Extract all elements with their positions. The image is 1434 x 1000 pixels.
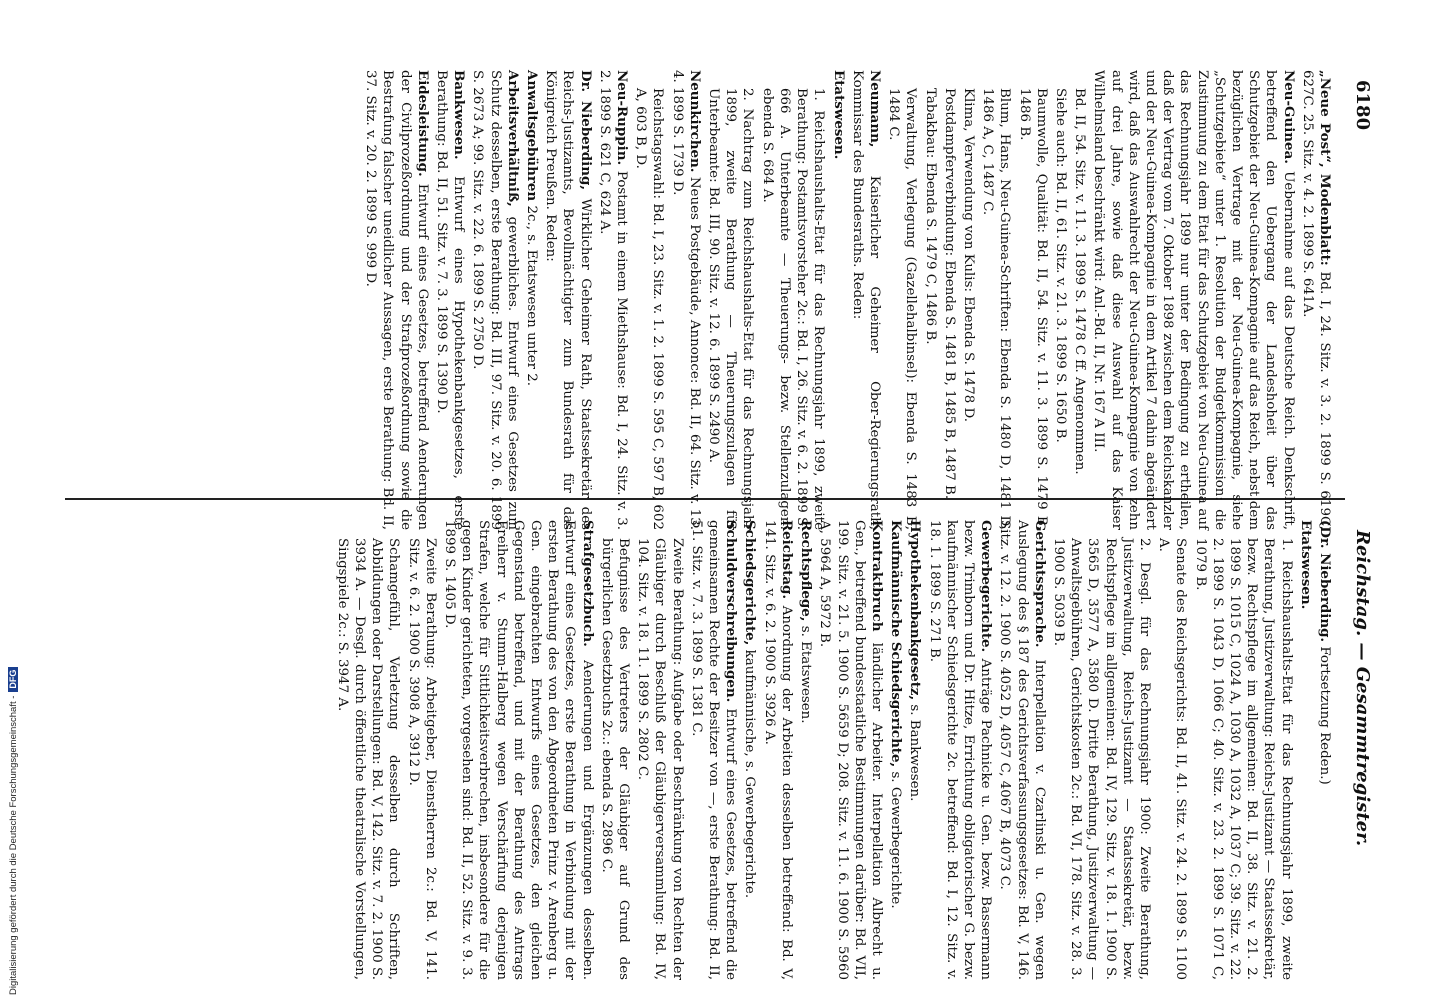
entry-text: Anträge Pachnicke u. Gen. bezw. Bassermann bezw. Trimborn und Dr. Hitze, Errichtung obligatorischer G. bezw. kaufmännischer Schiedsgerichte 2c. betreffend: Bd. I, 12. Sitz. v. 18. 1. 1899 S. 271 B.: [926, 520, 994, 981]
entry-text: Klima, Verwendung von Kulis: Ebenda S. 1478 D.: [960, 88, 976, 422]
index-entry: [668, 70, 702, 530]
entry-text: Fortsetzung Reden.): [1317, 646, 1332, 785]
entry-text: kaufmännische, s. Gewerbegerichte.: [742, 649, 758, 899]
entry-term: Schiedsgerichte,: [742, 520, 759, 646]
index-entry: [433, 70, 467, 530]
index-entry: [925, 520, 994, 980]
entry-term: Anwaltsgebühren: [524, 70, 541, 202]
entry-text: Siehe auch: Bd. II, 61. Sitz. v. 21. 3. 1899 S. 1650 B.: [1052, 88, 1068, 443]
index-entry: [829, 70, 846, 530]
entry-text: Anordnung der Arbeiten desselben betreffend: Bd. V, 141. Sitz. v. 6. 2. 1900 S. 3926 A.: [761, 520, 794, 980]
entry-term: Arbeitsverhältniß,: [504, 70, 521, 207]
entry-text: Uebernahme auf das Deutsche Reich. Denkschrift, betreffend den Uebergang der Landeshoheit über das Schutzgebiet der Neu-Guinea-Kompagnie auf das Reich, nebst dem bezüglichen Vertrage mit der Neu-Guinea-Kompagnie, siehe „Schutzgebiete“ unter 1. Resolution der Budgetkommission: die Zustimmung zu dem Etat für das Schutzgebiet von Neu-Guinea auf das Rechnungsjahr 1899 nur unter der Bedingung zu ertheilen, daß der Vertrag vom 7. Oktober 1898 zwischen dem Reichskanzler und der Neu-Guinea-Kompagnie in dem Artikel 7 dahin abgeändert wird, daß das Auswahlrecht der Neu-Guinea-Kompagnie von zehn auf drei Jahre, sowie daß diese Auswahl auf das Kaiser Wilhelmsland beschränkt wird: Anl.-Bd. II, Nr. 167 A III.: [1091, 70, 1296, 530]
index-entry: [960, 70, 977, 530]
entry-term: Hypothekenbankgesetz,: [907, 520, 924, 701]
entry-term: Neu-Guinea.: [1280, 70, 1297, 164]
entry-text: Postdampferverbindung: Ebenda S. 1481 B, 1485 B, 1487 B.: [941, 88, 957, 500]
index-entry: [404, 520, 438, 980]
entry-text: Entwurf eines Hypothekenbankgesetzes, erste Berathung: Bd. II, 51. Sitz. v. 7. 3. 1899 S. 1390 D.: [434, 70, 467, 530]
entry-text: Schamgefühl, Verletzung desselben durch Schriften, Abbildungen oder Darstellungen: Bd. V, 142. Sitz. v. 7. 2. 1900 S. 3934 A. — Desgl. durch öffentliche theatralische Vorstellungen, Singspiele 2c.: S. 3947 A.: [334, 538, 402, 980]
entry-text: Bd. I, 24. Sitz. v. 3. 2. 1899 S. 619C, 627C. 25. Sitz. v. 4. 2. 1899 S. 641A.: [1299, 70, 1332, 530]
credit-text: Digitalisierung gefördert durch die Deutsche Forschungsgemeinschaft -: [8, 695, 19, 995]
index-entry: [921, 70, 938, 530]
entry-term: Reichstag.: [778, 520, 795, 600]
entry-text: Blum, Hans, Neu-Guinea-Schriften: Ebenda S. 1480 D, 1481 D, 1486 A, C, 1487 C.: [980, 88, 1013, 530]
entry-text: Senate des Reichsgerichts: Bd. II, 41. Sitz. v. 24. 2. 1899 S. 1100 A.: [1156, 538, 1189, 980]
entry-term: Eidesleistung.: [414, 70, 431, 177]
entry-text: Neues Postgebäude, Annonce: Bd. II, 64. Sitz. v. 13. 4. 1899 S. 1739 D.: [669, 70, 702, 530]
index-entry: [362, 70, 431, 530]
index-entry: [634, 520, 686, 980]
entry-term: Kaufmännische Schiedsgerichte,: [888, 520, 905, 768]
index-entry: [705, 70, 757, 530]
entry-term: Gerichtssprache.: [1031, 520, 1048, 648]
index-entry: [906, 520, 923, 980]
entry-text: s. Bankwesen.: [907, 704, 923, 802]
index-entry: [469, 70, 521, 530]
index-entry: [1299, 70, 1333, 530]
entry-text: Befugnisse des Vertreters der Gläubiger auf Grund des bürgerlichen Gesetzbuchs 2c.: ebenda S. 2896 C.: [598, 538, 632, 980]
entry-text: 2. Desgl. für das Rechnungsjahr 1900: Zweite Berathung, Justizverwaltung, Reichs-Justizamt — Staatssekretär, bezw. Rechtspflege im allgemeinen: Bd. IV, 129. Sitz. v. 18. 1. 1900 S. 3565 D, 3577 A, 3580 D. Dritte Berathung, Justizverwaltung — Anwaltsgebühren, Gerichtskosten 2c.: Bd. VI, 178. Sitz. v. 28. 3. 1900 S. 5039 B.: [1050, 538, 1152, 980]
entry-term: Rechtspflege,: [798, 520, 815, 622]
index-entry: [542, 70, 594, 530]
index-entry: [688, 520, 740, 980]
entry-text: s. Gewerbegerichte.: [888, 771, 904, 909]
entry-term: Neu-Ruppin.: [614, 70, 631, 166]
entry-term: Neunkirchen.: [686, 70, 703, 173]
entry-text: gewerbliches. Entwurf eines Gesetzes zum Schutz desselben, erste Berathung: Bd. III, 97. Sitz. v. 20. 6. 1899 S. 2673 A; 99. Sitz. v. 22. 6. 1899 S. 2750 D.: [470, 70, 520, 530]
index-entry: [598, 520, 632, 980]
index-entry: [1191, 520, 1294, 980]
entry-term: Dr. Nieberding,: [577, 70, 594, 190]
entry-text: Entwurf eines Gesetzes, betreffend die gemeinsamen Rechte der Besitzer von —, erste Berathung: Bd. II, 51. Sitz. v. 7. 3. 1899 S. 1381 C.: [688, 520, 739, 980]
entry-term: Neumann,: [866, 70, 883, 148]
entry-term: Gewerbegerichte.: [978, 520, 995, 653]
entry-term: Kontraktbruch: [868, 520, 885, 632]
entry-term: Bankwesen.: [451, 70, 468, 160]
index-entry: [797, 520, 814, 980]
index-entry: [887, 520, 904, 980]
entry-text: ländlicher Arbeiter. Interpellation Albrecht u. Gen., betreffend bundesstaatliche Bestimmungen darüber: Bd. VII, 199. Sitz. v. 21. 5. 1900 S. 5659 D; 208. Sitz. v. 11. 6. 1900 S. 5960 A, 5964 A, 5972 B.: [817, 520, 884, 980]
left-column: [360, 70, 1333, 530]
index-entry: [761, 520, 795, 980]
entry-text: Kaiserlicher Geheimer Ober-Regierungsrath, Kommissar des Bundesraths. Reden:: [849, 70, 882, 530]
index-entry: [441, 520, 596, 980]
digitization-credit: [0, 0, 19, 1000]
index-entry: [334, 520, 403, 980]
entry-text: Zweite Berathung: Arbeitgeber, Dienstherren 2c.: Bd. V, 141. Sitz. v. 6. 2. 1900 S. 3908 A, 3912 D.: [405, 538, 438, 980]
dfg-logo: DFG: [8, 667, 18, 692]
page-header: [1343, 20, 1377, 980]
index-entry: [996, 520, 1048, 980]
index-entry: [849, 70, 883, 530]
index-entry: [741, 520, 758, 980]
index-entry: [1090, 70, 1296, 530]
entry-text: Aenderungen und Ergänzungen desselben. Entwurf eines Gesetzes, erste Berathung in Verbindung mit der ersten Berathung des von den Abgeordneten Prinz v. Arenberg u. Gen. eingebrachten Entwurfs eines Gesetzes, den gleichen Gegenstand betreffend, und mit der Berathung des Antrags Freiherr v. Stumm-Halberg wegen Verschärfung derjenigen Strafen, welche für Sittlichkeitsverbrechen, insbesondere für die gegen Kinder gerichteten, vorgesehen sind: Bd. II, 52. Sitz. v. 9. 3. 1899 S. 1405 D.: [442, 520, 595, 980]
entry-text: Zweite Berathung: Aufgabe oder Beschränkung von Rechten der Gläubiger durch Beschluß der Gläubigerversammlung: Bd. IV, 104. Sitz. v. 18. 11. 1899 S. 2802 C.: [635, 538, 685, 980]
index-entry: [1316, 520, 1333, 980]
index-entry: [941, 70, 958, 530]
entry-term: (Dr. Nieberding.: [1317, 520, 1333, 643]
index-entry: [816, 520, 885, 980]
entry-text: Verwaltung, Verlegung (Gazellehalbinsel): Ebenda S. 1483 B, 1484 C.: [886, 88, 919, 530]
entry-text: Reichstagswahl: Bd. I, 23. Sitz. v. 1. 2. 1899 S. 595 C, 597 B, 602 A, 603 B, D.: [633, 88, 666, 530]
entry-text: Postamt in einem Miethshause: Bd. I, 24. Sitz. v. 3. 2. 1899 S. 621 C, 624 A.: [596, 70, 630, 530]
entry-text: 2c., s. Etatswesen unter 2.: [524, 205, 540, 387]
index-entry: [1071, 70, 1088, 530]
entry-term: Etatswesen.: [1297, 520, 1314, 610]
index-entry: [885, 70, 919, 530]
index-page: [45, 0, 1385, 1000]
entry-text: 1. Reichshaushalts-Etat für das Rechnungsjahr 1899, zweite Berathung, Justizverwaltung: Reichs-Justizamt — Staatssekretär, bezw. Rechtspflege im allgemeinen: Bd. II, 38. Sitz. v. 21. 2. 1899 S. 1015 C, 1024 A, 1030 A, 1032 A, 1037 C; 39. Sitz. v. 22. 2. 1899 S. 1043 D, 1066 C; 40. Sitz. v. 23. 2. 1899 S. 1071 C, 1079 B.: [1192, 538, 1294, 980]
entry-text: 2. Nachtrag zum Reichshaushalts-Etat für das Rechnungsjahr 1899, zweite Berathung — Theuerungszulagen für Unterbeamte: Bd. III, 90. Sitz. v. 12. 6. 1899 S. 2490 A.: [706, 88, 756, 530]
entry-text: Entwurf eines Gesetzes, betreffend Aenderungen der Civilprozeßordnung und der Strafprozeßordnung sowie die Bestrafung falscher uneidlicher Aussagen, erste Berathung: Bd. II, 37. Sitz. v. 20. 2. 1899 S. 999 D.: [363, 70, 430, 530]
entry-text: s. Etatswesen.: [798, 625, 814, 724]
entry-term: „Neue Post“, Modenblatt:: [1317, 70, 1333, 266]
entry-text: Tabakbau: Ebenda S. 1479 C, 1486 B.: [922, 88, 938, 345]
index-entry: [1050, 520, 1153, 980]
index-entry: [979, 70, 1013, 530]
entry-term: Schuldverschreibungen.: [723, 520, 740, 703]
index-entry: [1297, 520, 1314, 980]
index-entry: [523, 70, 540, 530]
entry-term: Strafgesetzbuch.: [579, 520, 596, 647]
index-entry: [759, 70, 828, 530]
entry-text: 1. Reichshaushalts-Etat für das Rechnungsjahr 1899, zweite Berathung: Postamtsvorsteher 2c.: Bd. I, 26. Sitz. v. 6. 2. 1899 S. 666 A. Unterbeamte — Theuerungs- bezw. Stellenzulagen: ebenda S. 684 A.: [759, 88, 827, 530]
entry-text: Wirklicher Geheimer Rath, Staatssekretär des Reichs-Justizamts, Bevollmächtigter zum Bundesrath für das Königreich Preußen. Reden:: [543, 70, 593, 530]
right-column: [332, 520, 1333, 980]
entry-text: Interpellation v. Czarlinski u. Gen. wegen Auslegung des § 187 des Gerichtsverfassungsgesetzes: Bd. V, 146. Sitz. v. 12. 2. 1900 S. 4052 D, 4057 C, 4067 B, 4073 C.: [997, 520, 1047, 981]
index-entry: [632, 70, 666, 530]
index-entry: [1155, 520, 1189, 980]
index-entry: [596, 70, 630, 530]
entry-text: Bd. II, 54. Sitz. v. 11. 3. 1899 S. 1478 C ff. Angenommen.: [1072, 88, 1088, 475]
index-entry: [1015, 70, 1049, 530]
entry-term: Etatswesen.: [830, 70, 847, 160]
page-number: 6180: [1352, 80, 1373, 131]
page-title: Reichstag. — Gesammtregister.: [1352, 530, 1373, 847]
entry-text: Baumwolle, Qualität: Bd. II, 54. Sitz. v. 11. 3. 1899 S. 1479 B, 1486 B.: [1016, 88, 1049, 530]
index-entry: [1052, 70, 1069, 530]
